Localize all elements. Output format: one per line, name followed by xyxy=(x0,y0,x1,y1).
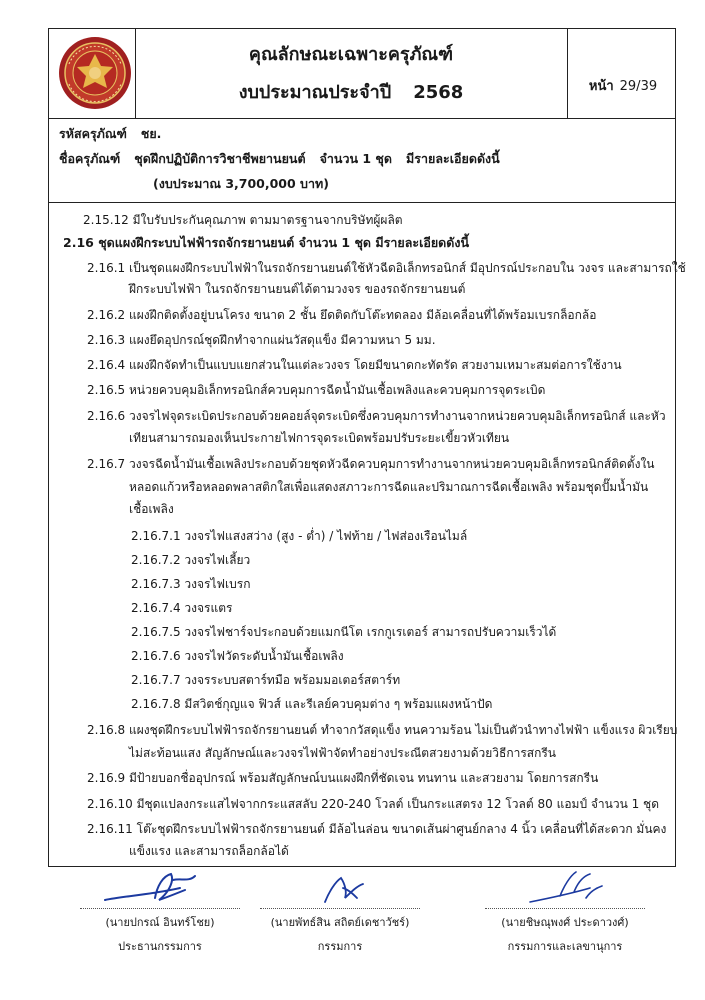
page-cell xyxy=(567,29,678,118)
spec-line: 2.16.6 วงจรไฟจุดระเบิดประกอบด้วยคอยล์จุดระเบิดซึ่งควบคุมการทำงานจากหน่วยควบคุมอิเล็กทรอนิกส์ และหัว xyxy=(87,409,666,423)
spec-line: แข็งแรง และสามารถล็อกล้อได้ xyxy=(129,844,289,858)
spec-line: 2.16.9 มีป้ายบอกชื่ออุปกรณ์ พร้อมสัญลักษณ์บนแผงฝึกที่ชัดเจน ทนทาน และสวยงาม โดยการสกรีน xyxy=(87,771,599,785)
name-value: ชุดฝึกปฏิบัติการวิชาชีพยานยนต์ xyxy=(134,151,306,166)
spec-line: 2.16.11 โต๊ะชุดฝึกระบบไฟฟ้ารถจักรยานยนต์ มีล้อไนล่อน ขนาดเส้นผ่าศูนย์กลาง 4 นิ้ว เคลื่อนที่ได้สะดวก มั่นคง xyxy=(87,822,667,836)
seal-logo-icon xyxy=(57,34,133,112)
code-label: รหัสครุภัณฑ์ xyxy=(59,126,127,141)
equipment-code-line xyxy=(59,124,161,144)
signer-role: กรรมการ xyxy=(317,940,363,953)
document-title: คุณลักษณะเฉพาะครุภัณฑ์ xyxy=(248,44,454,65)
spec-line: หลอดแก้วหรือหลอดพลาสติกใสเพื่อแสดงสภาวะการฉีดและปริมาณการฉีดเชื้อเพลิง พร้อมชุดปั๊มน้ำมัน xyxy=(129,480,649,494)
spec-line: 2.16.4 แผงฝึกจัดทำเป็นแบบแยกส่วนในแต่ละวงจร โดยมีขนาดกะทัดรัด สวยงามเหมาะสมต่อการใช้งาน xyxy=(87,358,622,372)
quantity: จำนวน 1 ชุด xyxy=(319,151,393,166)
spec-line: 2.16.7.6 วงจรไฟวัดระดับน้ำมันเชื้อเพลิง xyxy=(131,649,344,663)
signature-block-member xyxy=(240,868,440,955)
equipment-name-line xyxy=(59,149,500,169)
spec-line: 2.16.7 วงจรฉีดน้ำมันเชื้อเพลิงประกอบด้วยชุดหัวฉีดควบคุมการทำงานจากหน่วยควบคุมอิเล็กทรอนิกส์ติดตั้งใน xyxy=(87,457,655,471)
spec-line: เทียนสามารถมองเห็นประกายไฟการจุดระเบิดพร้อมปรับระยะเขี้ยวหัวเทียน xyxy=(129,431,510,445)
spec-line: 2.16.1 เป็นชุดแผงฝึกระบบไฟฟ้าในรถจักรยานยนต์ใช้หัวฉีดอิเล็กทรอนิกส์ มีอุปกรณ์ประกอบใน วงจร และสามารถใช้ xyxy=(87,261,686,275)
spec-line: 2.16.5 หน่วยควบคุมอิเล็กทรอนิกส์ควบคุมการฉีดน้ำมันเชื้อเพลิงและควบคุมการจุดระเบิด xyxy=(87,383,546,397)
code-value: ชย. xyxy=(140,126,162,141)
logo-cell xyxy=(49,29,136,118)
spec-line: 2.16.7.7 วงจรระบบสตาร์ทมือ พร้อมมอเตอร์สตาร์ท xyxy=(131,673,401,687)
spec-line: 2.16.10 มีชุดแปลงกระแสไฟจากกระแสสลับ 220-240 โวลต์ เป็นกระแสตรง 12 โวลต์ 80 แอมป์ จำนวน 1 ชุด xyxy=(87,797,659,811)
spec-line: 2.15.12 มีใบรับประกันคุณภาพ ตามมาตรฐานจากบริษัทผู้ผลิต xyxy=(83,213,403,227)
budget-label: งบประมาณประจำปี xyxy=(238,82,392,103)
handwritten-signature-icon xyxy=(265,868,415,908)
spec-line: ไม่สะท้อนแสง สัญลักษณ์และวงจรไฟฟ้าจัดทำอย่างประณีตสวยงามด้วยวิธีการสกรีน xyxy=(129,746,557,760)
header xyxy=(49,29,675,119)
page-label: หน้า xyxy=(588,79,614,94)
page-number-line xyxy=(568,75,678,96)
spec-line: 2.16.7.1 วงจรไฟแสงสว่าง (สูง - ต่ำ) / ไฟท้าย / ไฟส่องเรือนไมล์ xyxy=(131,529,468,543)
spec-line: 2.16.3 แผงยึดอุปกรณ์ชุดฝึกทำจากแผ่นวัสดุแข็ง มีความหนา 5 มม. xyxy=(87,333,436,347)
budget-year-line xyxy=(135,77,567,106)
signature-block-chairman xyxy=(60,868,260,955)
section-heading: 2.16 ชุดแผงฝึกระบบไฟฟ้ารถจักรยานยนต์ จำนวน 1 ชุด มีรายละเอียดดังนี้ xyxy=(63,235,470,250)
spec-line: 2.16.8 แผงชุดฝึกระบบไฟฟ้ารถจักรยานยนต์ ทำจากวัสดุแข็ง ทนความร้อน ไม่เป็นตัวนำทางไฟฟ้า แข็งแรง ผิวเรียบ xyxy=(87,723,678,737)
title-cell xyxy=(135,29,567,118)
handwritten-signature-icon xyxy=(490,868,640,908)
signature-block-secretary xyxy=(465,868,665,955)
document-frame xyxy=(48,28,686,867)
spec-line: 2.16.7.4 วงจรแตร xyxy=(131,601,233,615)
spec-line: ฝึกระบบไฟฟ้า ในรถจักรยานยนต์ได้ตามวงจร ของรถจักรยานยนต์ xyxy=(129,282,466,296)
spec-line: 2.16.7.8 มีสวิตช์กุญแจ ฟิวส์ และรีเลย์ควบคุมต่าง ๆ พร้อมแผงหน้าปัด xyxy=(131,697,493,711)
detail-label: มีรายละเอียดดังนี้ xyxy=(406,151,500,166)
page-number: 29/39 xyxy=(619,79,658,94)
spec-line: 2.16.7.2 วงจรไฟเลี้ยว xyxy=(131,553,251,567)
budget-amount: (งบประมาณ 3,700,000 บาท) xyxy=(153,176,329,191)
name-label: ชื่อครุภัณฑ์ xyxy=(59,151,121,166)
handwritten-signature-icon xyxy=(85,868,235,908)
equipment-info xyxy=(49,118,675,203)
signer-name: (นายชิษณุพงศ์ ประดาวงศ์) xyxy=(501,916,629,929)
signer-name: (นายปกรณ์ อินทร์โชย) xyxy=(105,916,215,929)
spec-line: 2.16.7.5 วงจรไฟชาร์จประกอบด้วยแมกนีโต เรกกูเรเตอร์ สามารถปรับความเร็วได้ xyxy=(131,625,557,639)
signer-role: กรรมการและเลขานุการ xyxy=(507,940,623,953)
budget-year: 2568 xyxy=(413,82,464,103)
spec-line: 2.16.7.3 วงจรไฟเบรก xyxy=(131,577,251,591)
signer-name: (นายพัทธ์สิน สถิตย์เดชาวัชร์) xyxy=(270,916,410,929)
spec-line: เชื้อเพลิง xyxy=(129,502,174,516)
spec-line: 2.16.2 แผงฝึกติดตั้งอยู่บนโครง ขนาด 2 ชั้น ยึดติดกับโต๊ะทดลอง มีล้อเคลื่อนที่ได้พร้อมเบรกล็อกล้อ xyxy=(87,308,597,322)
signer-role: ประธานกรรมการ xyxy=(118,940,202,953)
